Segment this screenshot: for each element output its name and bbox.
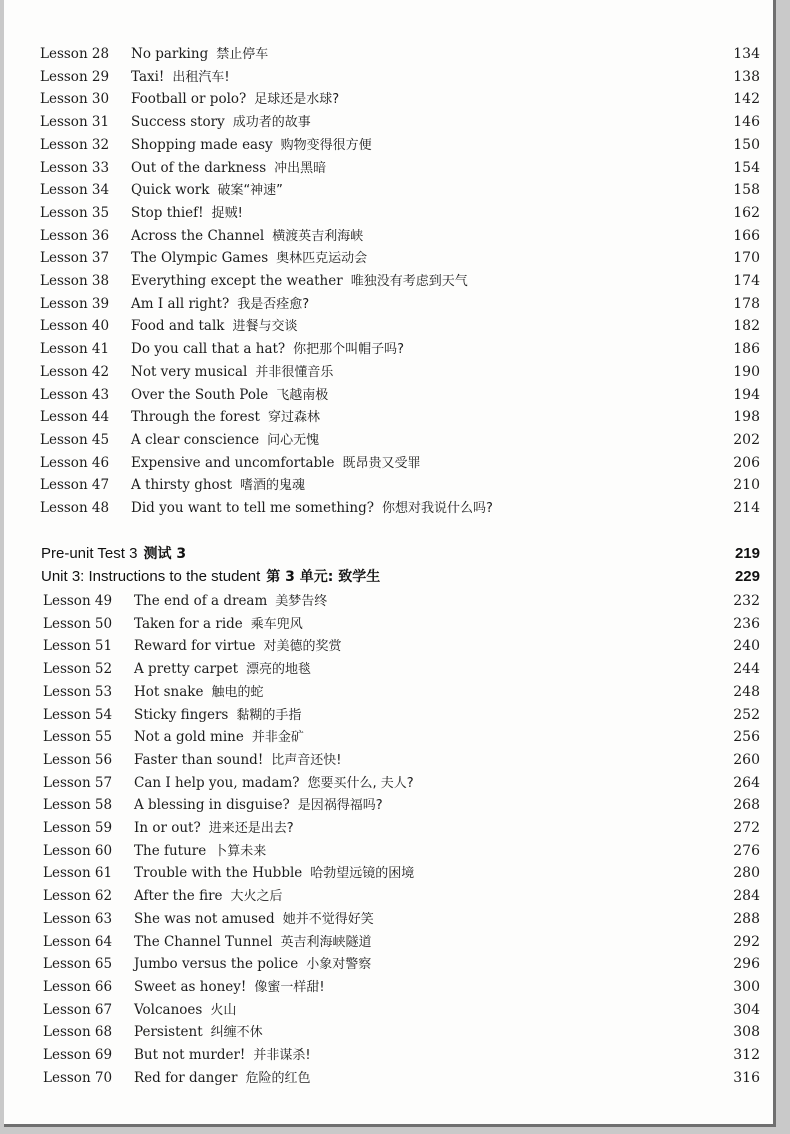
lesson-number: Lesson 46 (40, 454, 110, 471)
lesson-number: Lesson 66 (43, 978, 113, 995)
lesson-title (134, 704, 301, 727)
pre-unit-heading-page: 219 (734, 545, 760, 562)
lesson-title (131, 225, 363, 248)
lesson-number: Lesson 32 (40, 136, 110, 153)
toc-row[interactable] (4, 202, 776, 224)
lesson-title-en: Football or polo? (131, 91, 247, 108)
lesson-title-en: Stop thief! (131, 204, 204, 221)
toc-row[interactable] (4, 66, 776, 88)
lesson-title (134, 1021, 263, 1044)
lesson-title (131, 202, 243, 225)
lesson-number: Lesson 45 (40, 431, 110, 448)
page-number: 210 (733, 477, 760, 494)
lesson-number: Lesson 47 (40, 477, 110, 494)
lesson-title-en: In or out? (134, 820, 201, 836)
lesson-number: Lesson 36 (40, 227, 110, 244)
lesson-number: Lesson 69 (43, 1047, 113, 1063)
lesson-title (131, 452, 421, 475)
lesson-title-cn: 唯独没有考虑到天气 (350, 274, 468, 289)
toc-row[interactable] (4, 43, 776, 65)
unit-heading-page: 229 (734, 568, 760, 585)
toc-row[interactable] (4, 497, 776, 519)
lesson-title-cn: 横渡英吉利海峡 (272, 228, 364, 244)
lesson-title-en: The end of a dream (134, 593, 268, 609)
lesson-title-cn: 漂亮的地毯 (246, 662, 312, 678)
lesson-title (134, 840, 266, 863)
toc-row[interactable] (4, 88, 776, 110)
lesson-title-cn: 是因祸得福吗? (297, 798, 383, 814)
lesson-title-en: But not murder! (134, 1047, 246, 1063)
page-number: 162 (733, 204, 760, 221)
lesson-title-cn: 出租汽车! (172, 69, 230, 85)
toc-row[interactable] (4, 840, 776, 862)
toc-row[interactable] (4, 247, 776, 269)
unit-heading[interactable] (4, 566, 776, 588)
lesson-title-cn: 嗜酒的鬼魂 (240, 478, 306, 494)
lesson-title (134, 999, 236, 1022)
page-number: 276 (733, 842, 760, 859)
page-number: 178 (733, 295, 760, 312)
lesson-title (134, 908, 374, 931)
lesson-title (134, 590, 327, 613)
lesson-title-en: After the fire (134, 888, 223, 905)
lesson-title-cn: 小象对警察 (306, 957, 372, 973)
page-number: 232 (733, 593, 760, 609)
lesson-title-cn: 大火之后 (230, 889, 283, 905)
lesson-title-en: Taken for a ride (134, 615, 243, 632)
lesson-title-cn: 捉贼! (211, 205, 243, 221)
toc-row[interactable] (4, 1067, 776, 1089)
pre-unit-heading-cn: 测试 3 (143, 546, 187, 562)
lesson-title-cn: 对美德的奖赏 (263, 639, 342, 655)
lesson-title-cn: 像蜜一样甜! (254, 979, 325, 995)
page-number: 182 (733, 318, 760, 335)
lesson-title-cn: 并非金矿 (251, 730, 304, 746)
page-number: 312 (733, 1047, 760, 1063)
page-number: 256 (733, 729, 760, 746)
lesson-title-en: Over the South Pole (131, 386, 269, 403)
toc-row[interactable] (4, 384, 776, 406)
lesson-title (134, 1044, 311, 1067)
page-number: 146 (733, 114, 760, 131)
lesson-title-en: Food and talk (131, 318, 225, 335)
page-number: 284 (733, 888, 760, 905)
lesson-title-cn: 黏糊的手指 (236, 707, 302, 723)
lesson-number: Lesson 35 (40, 204, 110, 221)
lesson-title (131, 43, 268, 66)
page-number: 300 (733, 978, 760, 995)
lesson-title-cn: 火山 (210, 1002, 237, 1018)
toc-row[interactable] (4, 772, 776, 794)
lesson-title-cn: 纠缠不休 (210, 1025, 263, 1041)
lesson-title (134, 817, 294, 840)
toc-row[interactable] (4, 613, 776, 635)
page-number: 304 (733, 1001, 760, 1018)
lesson-title (131, 66, 230, 89)
lesson-title (134, 885, 283, 908)
lesson-number: Lesson 64 (43, 933, 113, 950)
page-number: 174 (733, 273, 760, 289)
page-number: 272 (733, 820, 760, 836)
lesson-number: Lesson 43 (40, 386, 110, 403)
lesson-number: Lesson 30 (40, 91, 110, 108)
lesson-number: Lesson 28 (40, 46, 110, 62)
toc-row[interactable] (4, 658, 776, 680)
page-number: 296 (733, 956, 760, 973)
page-number: 292 (733, 933, 760, 950)
lesson-number: Lesson 58 (43, 797, 113, 814)
lesson-title-cn: 进来还是出去? (208, 821, 294, 836)
lesson-title-en: Jumbo versus the police (134, 956, 299, 973)
lesson-number: Lesson 60 (43, 842, 113, 859)
lesson-title (134, 772, 414, 795)
toc-row[interactable] (4, 452, 776, 474)
lesson-title-en: Hot snake (134, 683, 204, 700)
page-number: 252 (733, 706, 760, 723)
lesson-title-en: Trouble with the Hubble (134, 865, 303, 882)
lesson-number: Lesson 54 (43, 706, 113, 723)
page-number: 154 (733, 159, 760, 176)
lesson-title (134, 635, 342, 658)
page-number: 308 (733, 1024, 760, 1041)
lesson-title (131, 179, 283, 202)
lesson-number: Lesson 67 (43, 1001, 113, 1018)
lesson-number: Lesson 31 (40, 114, 110, 131)
toc-row[interactable] (4, 726, 776, 748)
toc-row[interactable] (4, 406, 776, 428)
page-number: 244 (733, 661, 760, 678)
lesson-number: Lesson 42 (40, 363, 110, 380)
lesson-title-cn: 比声音还快! (271, 752, 342, 768)
lesson-title (131, 88, 339, 111)
page-number: 150 (733, 136, 760, 153)
lesson-title-en: The future (134, 842, 207, 859)
lesson-title (134, 749, 341, 772)
lesson-title-cn: 问心无愧 (267, 432, 320, 448)
lesson-title (131, 293, 309, 316)
lesson-title (131, 497, 493, 520)
lesson-number: Lesson 55 (43, 729, 113, 746)
unit-heading-label: Unit 3: Instructions to the student (41, 568, 261, 585)
lesson-title-cn: 并非谋杀! (253, 1048, 311, 1063)
lesson-title-cn: 并非很懂音乐 (255, 364, 334, 380)
lesson-title-en: Can I help you, madam? (134, 774, 300, 791)
lesson-title-cn: 危险的红色 (245, 1070, 311, 1086)
toc-row[interactable] (4, 361, 776, 383)
lesson-title-en: The Olympic Games (131, 250, 269, 267)
lesson-title-en: Quick work (131, 182, 210, 199)
toc-row[interactable] (4, 817, 776, 839)
lesson-title (131, 315, 297, 338)
lesson-title-cn: 你把那个叫帽子吗? (293, 342, 405, 358)
lesson-number: Lesson 40 (40, 318, 110, 335)
page-number: 240 (733, 638, 760, 655)
lesson-title (134, 681, 263, 704)
lesson-title (134, 794, 383, 817)
page-number: 198 (733, 409, 760, 426)
lesson-title-cn: 既昂贵又受罪 (342, 455, 421, 471)
lesson-title (134, 862, 414, 885)
lesson-number: Lesson 50 (43, 615, 113, 632)
toc-row[interactable] (4, 590, 776, 612)
toc-row[interactable] (4, 293, 776, 315)
toc-row[interactable] (4, 1044, 776, 1066)
page-number: 260 (733, 751, 760, 768)
lesson-title (134, 658, 311, 681)
page-number: 202 (733, 431, 760, 448)
lesson-title-en: Across the Channel (131, 227, 265, 244)
lesson-number: Lesson 48 (40, 500, 110, 516)
toc-row[interactable] (4, 225, 776, 247)
lesson-title-en: Am I all right? (131, 295, 230, 312)
lesson-title-en: Out of the darkness (131, 159, 267, 176)
lesson-title-en: Not very musical (131, 363, 248, 380)
lesson-title-cn: 飞越南极 (276, 387, 329, 403)
pre-unit-heading-text (41, 543, 186, 565)
lesson-title-cn: 哈勃望远镜的困境 (310, 866, 415, 882)
lesson-number: Lesson 49 (43, 593, 113, 609)
lesson-title-cn: 成功者的故事 (232, 115, 311, 131)
page-number: 170 (733, 250, 760, 267)
lesson-title (131, 111, 311, 134)
lesson-title (131, 247, 367, 270)
page-number: 316 (733, 1069, 760, 1086)
lesson-title-en: A pretty carpet (134, 661, 239, 678)
lesson-title-en: Volcanoes (134, 1001, 203, 1018)
lesson-number: Lesson 62 (43, 888, 113, 905)
lesson-number: Lesson 37 (40, 250, 110, 267)
pre-unit-heading[interactable] (4, 543, 776, 565)
lesson-title-cn: 卜算未来 (214, 843, 267, 859)
lesson-title-cn: 您要买什么, 夫人? (307, 775, 414, 791)
toc-row[interactable] (4, 749, 776, 771)
lesson-number: Lesson 41 (40, 341, 110, 358)
lesson-title-en: Faster than sound! (134, 751, 264, 768)
lesson-number: Lesson 33 (40, 159, 110, 176)
lesson-title (134, 931, 371, 954)
lesson-number: Lesson 56 (43, 751, 113, 768)
lesson-title-cn: 禁止停车 (216, 47, 269, 62)
lesson-number: Lesson 51 (43, 638, 113, 655)
lesson-title (131, 384, 328, 407)
lesson-title (131, 157, 326, 180)
unit-heading-cn: 第 3 单元: 致学生 (266, 569, 381, 585)
page-number: 214 (733, 500, 760, 516)
lesson-title-en: Everything except the weather (131, 273, 343, 289)
lesson-title-en: She was not amused (134, 910, 275, 927)
lesson-title-cn: 乘车兜风 (250, 616, 303, 632)
lesson-title-en: A blessing in disguise? (134, 797, 290, 814)
lesson-title-en: Persistent (134, 1024, 203, 1041)
page-number: 142 (733, 91, 760, 108)
lesson-number: Lesson 68 (43, 1024, 113, 1041)
lesson-number: Lesson 65 (43, 956, 113, 973)
toc-row[interactable] (4, 635, 776, 657)
lesson-title-cn: 进餐与交谈 (232, 319, 298, 335)
lesson-title-cn: 穿过森林 (267, 410, 320, 426)
page-number: 264 (733, 774, 760, 791)
page-number: 248 (733, 683, 760, 700)
lesson-title-en: Reward for virtue (134, 638, 256, 655)
page-number: 280 (733, 865, 760, 882)
lesson-title-cn: 我是否痊愈? (237, 296, 310, 312)
lesson-title (134, 1067, 310, 1090)
toc-row[interactable] (4, 681, 776, 703)
lesson-title (131, 134, 372, 157)
lesson-number: Lesson 34 (40, 182, 110, 199)
lesson-title-en: Red for danger (134, 1069, 238, 1086)
page-number: 166 (733, 227, 760, 244)
toc-row[interactable] (4, 953, 776, 975)
toc-row[interactable] (4, 908, 776, 930)
lesson-number: Lesson 57 (43, 774, 113, 791)
page-number: 134 (733, 46, 760, 62)
page-number: 288 (733, 910, 760, 927)
lesson-title-cn: 奥林匹克运动会 (276, 251, 368, 267)
lesson-number: Lesson 61 (43, 865, 113, 882)
lesson-title-en: Did you want to tell me something? (131, 500, 374, 516)
lesson-title-en: Sticky fingers (134, 706, 229, 723)
page-number: 236 (733, 615, 760, 632)
lesson-title (131, 338, 404, 361)
toc-row[interactable] (4, 111, 776, 133)
toc-row[interactable] (4, 704, 776, 726)
lesson-title-cn: 她并不觉得好笑 (282, 911, 374, 927)
lesson-title-en: Through the forest (131, 409, 260, 426)
page-number: 194 (733, 386, 760, 403)
page-number: 190 (733, 363, 760, 380)
toc-row[interactable] (4, 885, 776, 907)
lesson-title (134, 976, 325, 999)
toc-row[interactable] (4, 862, 776, 884)
lesson-title-en: Shopping made easy (131, 136, 273, 153)
pre-unit-heading-label: Pre-unit Test 3 (41, 545, 138, 562)
lesson-title-cn: 购物变得很方便 (280, 137, 372, 153)
lesson-title-en: Success story (131, 114, 225, 131)
page-number: 138 (733, 68, 760, 85)
toc-row[interactable] (4, 338, 776, 360)
toc-row[interactable] (4, 315, 776, 337)
lesson-title-cn: 你想对我说什么吗? (381, 501, 493, 516)
toc-row[interactable] (4, 270, 776, 292)
lesson-title-en: Taxi! (131, 68, 165, 85)
toc-row[interactable] (4, 474, 776, 496)
toc-page (4, 0, 776, 1127)
lesson-title (134, 726, 304, 749)
page-number: 158 (733, 182, 760, 199)
lesson-title-cn: 触电的蛇 (211, 684, 264, 700)
toc-row[interactable] (4, 931, 776, 953)
lesson-number: Lesson 29 (40, 68, 110, 85)
lesson-title (134, 953, 371, 976)
page-number: 268 (733, 797, 760, 814)
lesson-title (131, 474, 305, 497)
lesson-title-en: Sweet as honey! (134, 978, 247, 995)
lesson-title-cn: 冲出黑暗 (274, 160, 327, 176)
lesson-title (131, 270, 468, 293)
lesson-number: Lesson 70 (43, 1069, 113, 1086)
lesson-number: Lesson 44 (40, 409, 110, 426)
lesson-title-en: A thirsty ghost (131, 477, 233, 494)
lesson-title-en: A clear conscience (131, 431, 260, 448)
page-number: 186 (733, 341, 760, 358)
lesson-title (134, 613, 303, 636)
toc-row[interactable] (4, 976, 776, 998)
lesson-title-en: Do you call that a hat? (131, 341, 286, 358)
toc-row[interactable] (4, 179, 776, 201)
toc-row[interactable] (4, 794, 776, 816)
unit-heading-text (41, 566, 380, 588)
lesson-title-cn: 破案“神速” (217, 183, 283, 199)
lesson-number: Lesson 53 (43, 683, 113, 700)
toc-row[interactable] (4, 429, 776, 451)
lesson-title-en: No parking (131, 46, 209, 62)
lesson-title-cn: 英吉利海峡隧道 (280, 934, 372, 950)
toc-row[interactable] (4, 134, 776, 156)
lesson-title-en: The Channel Tunnel (134, 933, 273, 950)
page-number: 206 (733, 454, 760, 471)
toc-row[interactable] (4, 157, 776, 179)
lesson-title (131, 406, 320, 429)
toc-row[interactable] (4, 999, 776, 1021)
lesson-title (131, 429, 319, 452)
lesson-title-en: Expensive and uncomfortable (131, 454, 335, 471)
lesson-title-cn: 美梦告终 (275, 594, 328, 609)
lesson-title-cn: 足球还是水球? (254, 92, 340, 108)
lesson-number: Lesson 63 (43, 910, 113, 927)
lesson-number: Lesson 39 (40, 295, 110, 312)
lesson-number: Lesson 59 (43, 820, 113, 836)
toc-row[interactable] (4, 1021, 776, 1043)
lesson-number: Lesson 52 (43, 661, 113, 678)
lesson-number: Lesson 38 (40, 273, 110, 289)
lesson-title (131, 361, 333, 384)
lesson-title-en: Not a gold mine (134, 729, 244, 746)
